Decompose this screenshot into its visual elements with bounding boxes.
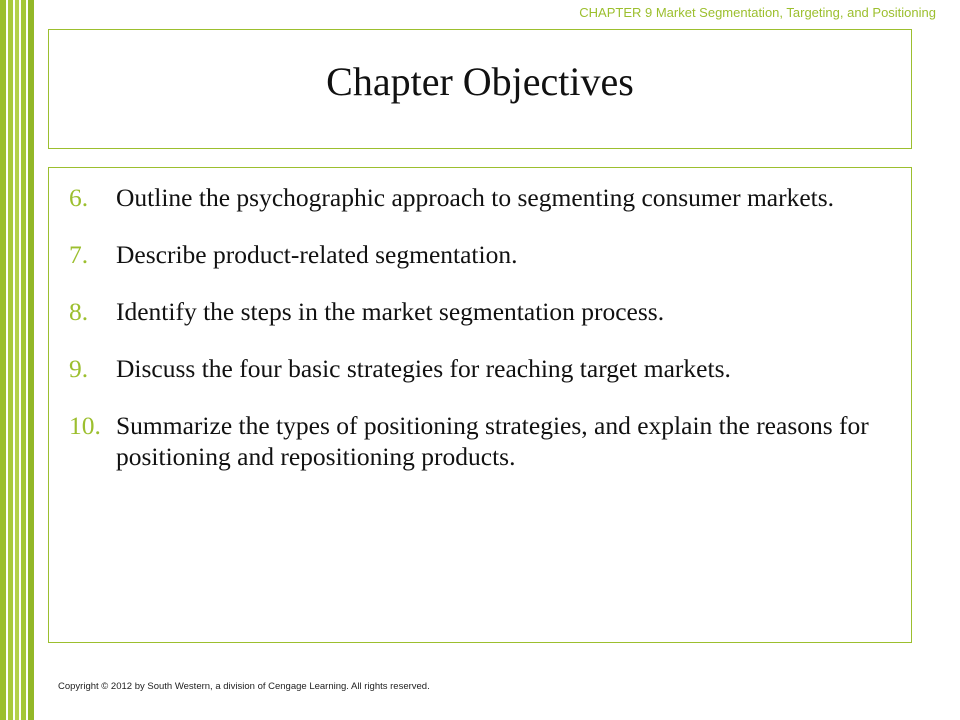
chapter-header: CHAPTER 9 Market Segmentation, Targeting, and Positioning xyxy=(579,5,936,20)
objective-number: 10. xyxy=(69,411,101,440)
slide-title: Chapter Objectives xyxy=(326,59,634,104)
objective-item xyxy=(69,182,891,213)
objective-text: Describe product-related segmentation. xyxy=(116,240,518,269)
copyright-footer: Copyright © 2012 by South Western, a division of Cengage Learning. All rights reserved. xyxy=(58,681,430,692)
objective-number: 7. xyxy=(69,240,89,269)
objective-text: Identify the steps in the market segmentation process. xyxy=(116,297,665,326)
objective-number: 9. xyxy=(69,354,89,383)
objective-item xyxy=(69,296,891,327)
objective-item xyxy=(69,353,891,384)
objective-text: Discuss the four basic strategies for reaching target markets. xyxy=(116,354,731,383)
objective-text: Outline the psychographic approach to segmenting consumer markets. xyxy=(116,183,835,212)
decorative-side-stripes xyxy=(0,0,34,720)
content-box xyxy=(48,167,912,643)
objective-item xyxy=(69,239,891,270)
objective-number: 8. xyxy=(69,297,89,326)
objectives-list xyxy=(69,182,891,498)
objective-number: 6. xyxy=(69,183,89,212)
objective-text: Summarize the types of positioning strategies, and explain the reasons for positioning and repositioning products. xyxy=(116,411,869,471)
objective-item xyxy=(69,410,891,472)
